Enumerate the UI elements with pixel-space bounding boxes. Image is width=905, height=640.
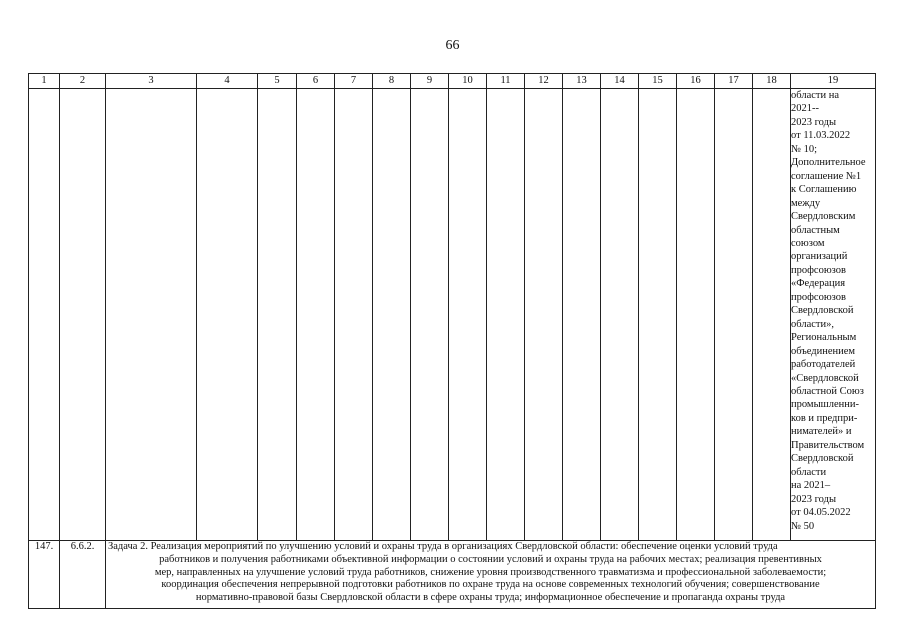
empty-cell: [411, 89, 449, 541]
agreement-line: Свердловской: [791, 453, 854, 465]
empty-cell: [335, 89, 373, 541]
agreement-line: профсоюзов: [791, 291, 846, 303]
empty-cell: [449, 89, 487, 541]
header-cell: 11: [487, 74, 525, 89]
agreement-line: нимателей» и: [791, 426, 852, 438]
agreement-line: 2021--: [791, 103, 819, 115]
empty-cell: [601, 89, 639, 541]
agreement-line: областным: [791, 224, 840, 236]
empty-cell: [297, 89, 335, 541]
agreement-line: промышленни-: [791, 399, 859, 411]
agreement-line: работодателей: [791, 359, 856, 371]
agreement-line: ков и предпри-: [791, 412, 858, 424]
header-cell: 19: [791, 74, 876, 89]
header-cell: 3: [106, 74, 197, 89]
agreement-line: № 50: [791, 520, 815, 532]
agreement-line: союзом: [791, 237, 825, 249]
agreement-line: области: [791, 466, 827, 478]
empty-cell: [258, 89, 297, 541]
header-cell: 6: [297, 74, 335, 89]
empty-cell: [525, 89, 563, 541]
empty-cell: [60, 89, 106, 541]
agreement-line: области»,: [791, 318, 834, 330]
empty-cell: [197, 89, 258, 541]
agreement-line: 2023 годы: [791, 116, 837, 128]
header-cell: 7: [335, 74, 373, 89]
header-cell: 10: [449, 74, 487, 89]
task-line: Задача 2. Реализация мероприятий по улучшению условий и охраны труда в организациях Свердловской области: обеспечение оценки условий труда: [108, 541, 778, 552]
agreement-line: Свердловским: [791, 211, 856, 223]
header-cell: 12: [525, 74, 563, 89]
empty-cell: [677, 89, 715, 541]
empty-cell: [753, 89, 791, 541]
agreement-line: к Соглашению: [791, 184, 857, 196]
header-cell: 16: [677, 74, 715, 89]
page-number: 66: [445, 38, 460, 53]
header-cell: 17: [715, 74, 753, 89]
continuation-row: [29, 89, 876, 541]
agreement-line: Свердловской: [791, 305, 854, 317]
agreement-line: 2023 годы: [791, 493, 837, 505]
agreement-line: Дополнительное: [791, 157, 866, 169]
agreement-line: «Свердловской: [791, 372, 859, 384]
agreement-line: Региональным: [791, 332, 857, 344]
agreement-line: от 04.05.2022: [791, 507, 851, 519]
header-row: [29, 74, 876, 89]
agreement-line: областной Союз: [791, 385, 864, 397]
agreement-line: Правительством: [791, 439, 865, 451]
row-number: 147.: [29, 541, 60, 609]
header-cell: 13: [563, 74, 601, 89]
header-cell: 2: [60, 74, 106, 89]
task-line: нормативно-правовой базы Свердловской области в сфере охраны труда; информационное обеспечение и пропаганда охраны труда: [195, 592, 786, 604]
data-table: [28, 73, 876, 609]
header-cell: 14: [601, 74, 639, 89]
empty-cell: [106, 89, 197, 541]
agreement-line: «Федерация: [791, 278, 846, 290]
task-line: мер, направленных на улучшение условий труда работников, снижение уровня производственного травматизма и профессиональной заболеваемости;: [154, 566, 827, 578]
task-row: [29, 541, 876, 609]
task-description: [106, 541, 876, 609]
header-cell: 1: [29, 74, 60, 89]
header-cell: 18: [753, 74, 791, 89]
header-cell: 4: [197, 74, 258, 89]
agreement-line: объединением: [791, 345, 856, 357]
empty-cell: [373, 89, 411, 541]
agreement-cell: [791, 89, 876, 541]
agreement-line: № 10;: [791, 143, 818, 155]
task-code: 6.6.2.: [60, 541, 106, 609]
agreement-line: соглашение №1: [791, 170, 862, 182]
header-cell: 5: [258, 74, 297, 89]
empty-cell: [639, 89, 677, 541]
agreement-line: организаций: [791, 251, 848, 263]
empty-cell: [487, 89, 525, 541]
task-line: работников и получения работниками объективной информации о состоянии условий и охраны труда на рабочих местах; реализация превентивных: [159, 553, 822, 565]
agreement-line: от 11.03.2022: [791, 130, 851, 142]
header-cell: 8: [373, 74, 411, 89]
empty-cell: [715, 89, 753, 541]
agreement-line: области на: [791, 90, 840, 101]
task-line: координация обеспечения непрерывной подготовки работников по охране труда на основе современных технологий обучения; совершенствование: [161, 579, 820, 591]
agreement-line: профсоюзов: [791, 264, 846, 276]
empty-cell: [29, 89, 60, 541]
agreement-line: между: [791, 197, 821, 209]
agreement-line: на 2021–: [791, 480, 831, 492]
header-cell: 9: [411, 74, 449, 89]
empty-cell: [563, 89, 601, 541]
header-cell: 15: [639, 74, 677, 89]
